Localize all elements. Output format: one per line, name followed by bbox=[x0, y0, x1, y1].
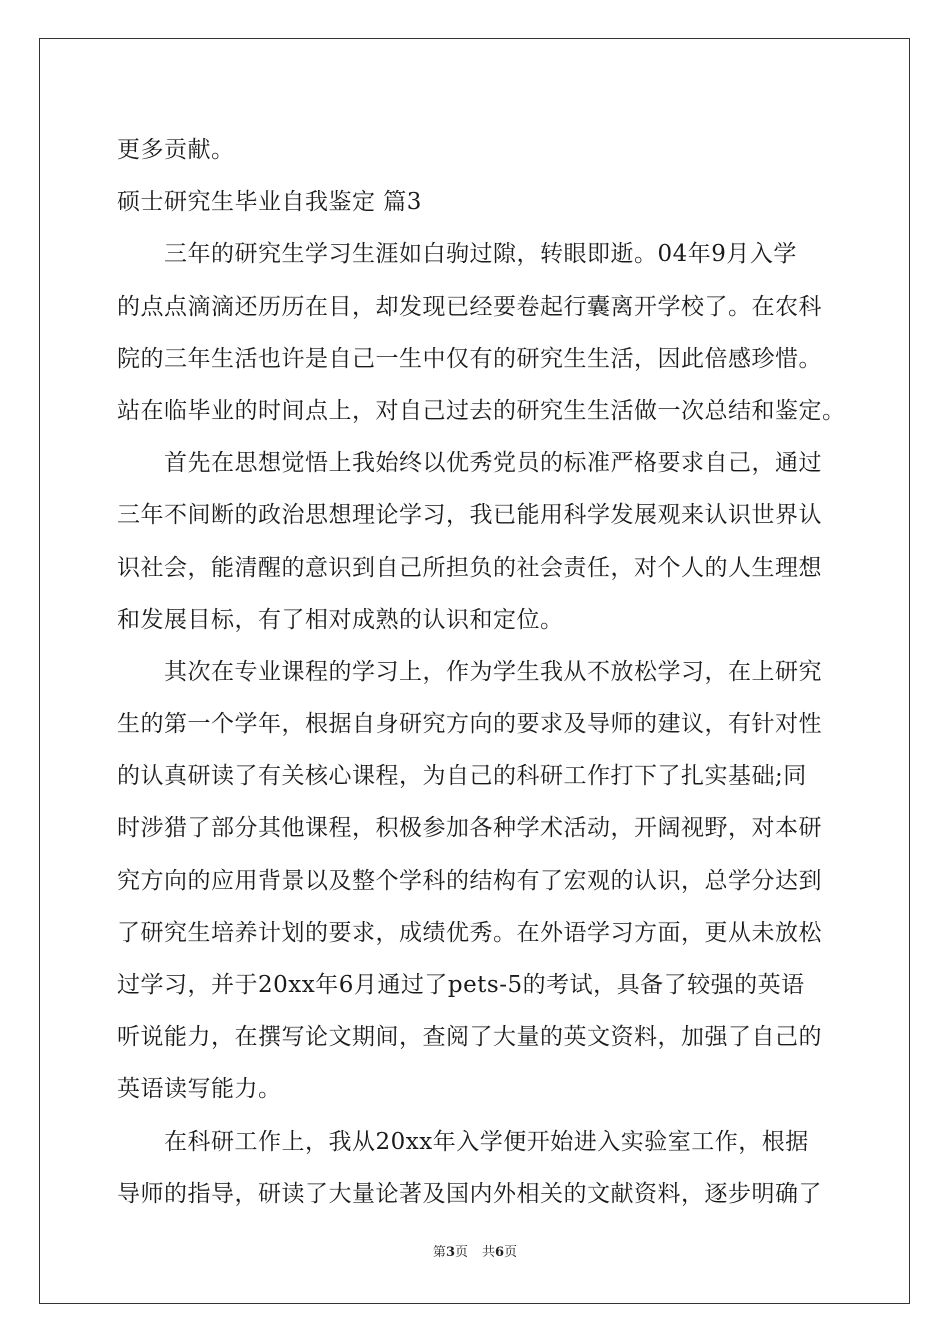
page-footer bbox=[0, 1245, 950, 1261]
total-suffix: 页 bbox=[504, 1245, 518, 1260]
text-line: 的点点滴滴还历历在目，却发现已经要卷起行囊离开学校了。在农科 bbox=[117, 293, 822, 320]
text-line: 和发展目标，有了相对成熟的认识和定位。 bbox=[117, 606, 564, 633]
text-line: 导师的指导，研读了大量论著及国内外相关的文献资料，逐步明确了 bbox=[117, 1180, 822, 1207]
text-line: 其次在专业课程的学习上，作为学生我从不放松学习，在上研究 bbox=[164, 658, 822, 685]
text-line: 三年的研究生学习生涯如白驹过隙，转眼即逝。04年9月入学 bbox=[164, 241, 797, 268]
text-line: 站在临毕业的时间点上，对自己过去的研究生生活做一次总结和鉴定。 bbox=[117, 397, 846, 424]
text-line: 三年不间断的政治思想理论学习，我已能用科学发展观来认识世界认 bbox=[117, 502, 822, 529]
text-line: 在科研工作上，我从20xx年入学便开始进入实验室工作，根据 bbox=[164, 1128, 809, 1155]
text-line: 的认真研读了有关核心课程，为自己的科研工作打下了扎实基础;同 bbox=[117, 763, 807, 790]
text-line: 院的三年生活也许是自己一生中仅有的研究生生活，因此倍感珍惜。 bbox=[117, 345, 822, 372]
text-line: 识社会，能清醒的意识到自己所担负的社会责任，对个人的人生理想 bbox=[117, 554, 822, 581]
page-number: 3 bbox=[445, 1245, 455, 1260]
total-prefix: 共 bbox=[482, 1245, 496, 1260]
section-heading: 硕士研究生毕业自我鉴定 篇3 bbox=[117, 189, 422, 216]
total-pages: 6 bbox=[495, 1245, 505, 1260]
text-line: 了研究生培养计划的要求，成绩优秀。在外语学习方面，更从未放松 bbox=[117, 919, 822, 946]
page-suffix: 页 bbox=[454, 1245, 468, 1260]
text-line: 听说能力，在撰写论文期间，查阅了大量的英文资料，加强了自己的 bbox=[117, 1024, 822, 1051]
page-prefix: 第 bbox=[432, 1245, 446, 1260]
document-body bbox=[117, 124, 846, 1220]
text-line: 时涉猎了部分其他课程，积极参加各种学术活动，开阔视野，对本研 bbox=[117, 815, 822, 842]
text-line: 英语读写能力。 bbox=[117, 1076, 282, 1103]
text-line: 究方向的应用背景以及整个学科的结构有了宏观的认识，总学分达到 bbox=[117, 867, 822, 894]
text-line: 过学习，并于20xx年6月通过了pets-5的考试，具备了较强的英语 bbox=[117, 972, 805, 998]
text-line: 生的第一个学年，根据自身研究方向的要求及导师的建议，有针对性 bbox=[117, 711, 822, 738]
text-line: 首先在思想觉悟上我始终以优秀党员的标准严格要求自己，通过 bbox=[164, 450, 822, 477]
text-line: 更多贡献。 bbox=[117, 137, 235, 163]
